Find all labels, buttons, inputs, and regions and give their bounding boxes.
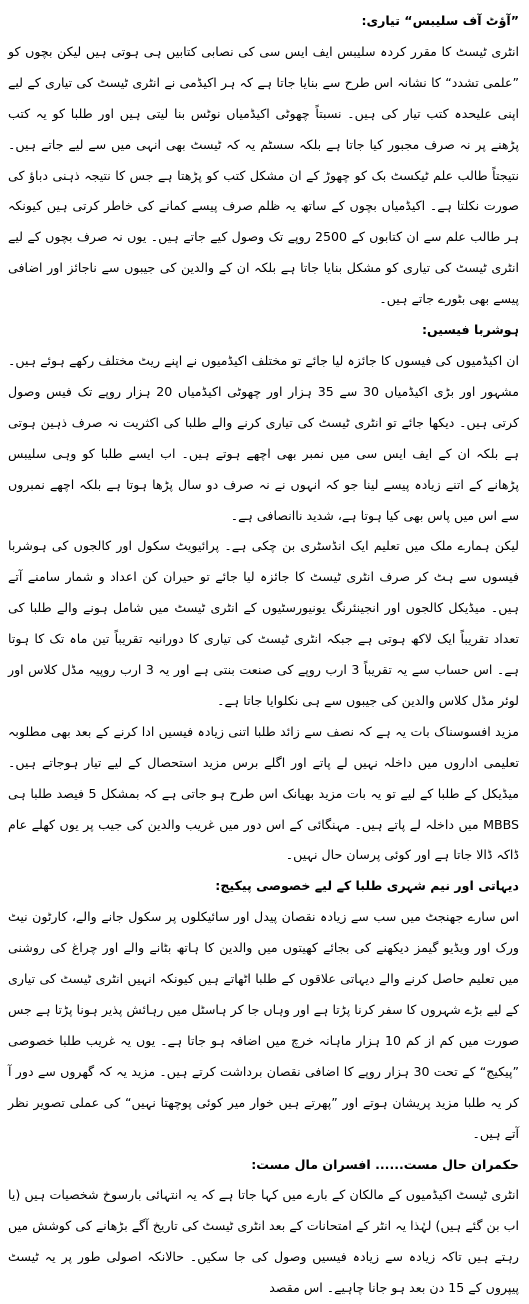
paragraph-admission-rate: مزید افسوسناک بات یہ ہے کہ نصف سے زائد طلبا اتنی زیادہ فیسیں ادا کرنے کے بعد بھی مطلوبہ تعلیمی اداروں میں داخلہ نہیں لے پاتے اور اگلے برس مزید استحصال کے لیے تیار ہوجاتے ہیں۔ میڈیکل کے طلبا کے لیے تو یہ بات مزید بھیانک اس طرح ہو جاتی ہے کہ بمشکل 5 فیصد طلبا ہی MBBS میں داخلہ لے پاتے ہیں۔ مہنگائی کے اس دور میں غریب والدین کی جیب پر یوں کھلے عام ڈاکہ ڈالا جاتا ہے اور کوئی پرسان حال نہیں۔ [8, 723, 520, 863]
paragraph-education-industry: لیکن ہمارے ملک میں تعلیم ایک انڈسٹری بن چکی ہے۔ پرائیویٹ سکول اور کالجوں کی ہوشربا فیسوں سے ہٹ کر صرف انٹری ٹیسٹ کا جائزہ لیا جائے تو حیران کن اعداد و شمار سامنے آتے ہیں۔ میڈیکل کالجوں اور انجینئرنگ یونیورسٹیوں کے انٹری ٹیسٹ میں شامل ہونے والے طلبا کی تعداد تقریباً ایک لاکھ ہوتی ہے جبکہ انٹری ٹیسٹ کی تیاری کا دورانیہ تقریباً تین ماہ تک کا ہوتا ہے۔ اس حساب سے یہ تقریباً 3 ارب روپے کی صنعت بنتی ہے اور یہ 3 ارب روپیہ مڈل کلاس اور لوئر مڈل کلاس والدین کی جیبوں سے ہی نکلوایا جاتا ہے۔ [8, 538, 519, 708]
paragraph-rural-students: اس سارے جھنجٹ میں سب سے زیادہ نقصان پیدل اور سائیکلوں پر سکول جانے والے، کارٹون نیٹ ورک اور ویڈیو گیمز دیکھنے کی بجائے کھیتوں میں والدین کا ہاتھ بٹانے والے اور چراغ کی روشنی میں تعلیم حاصل کرنے والے دیہاتی علاقوں کے طلبا اٹھاتے ہیں کیونکہ انہیں انٹری ٹیسٹ کی تیاری کے لیے بڑے شہروں کا سفر کرنا پڑتا ہے اور وہاں جا کر ہاسٹل میں رہائش پذیر ہونا پڑتا ہے جس صورت میں کم از کم 10 ہزار ماہانہ خرچ میں اضافہ ہو جاتا ہے۔ یوں یہ غریب طلبا خصوصی ”پیکیج“ کے تحت 30 ہزار روپے کا اضافی نقصان برداشت کرتے ہیں۔ مزید یہ کہ گھروں سے دور آ کر یہ طلبا مزید پریشان ہوتے اور ”پھرتے ہیں خوار میر کوئی پوچھتا نہیں“ کی عملی تصویر نظر آتے ہیں۔ [8, 909, 520, 1141]
section-heading-out-of-syllabus: ”آؤٹ آف سلیبس“ تیاری: [361, 13, 519, 28]
section-heading-fees: ہوشربا فیسیں: [421, 322, 519, 338]
section-heading-rulers: حکمران حال مست...... افسران مال مست: [251, 1156, 519, 1172]
section-heading-rural-students: دیہاتی اور نیم شہری طلبا کے لیے خصوصی پیکیج: [215, 878, 519, 894]
paragraph-fees-comparison: ان اکیڈمیوں کی فیسوں کا جائزہ لیا جائے تو مختلف اکیڈمیوں نے اپنے ریٹ مختلف رکھے ہوئے ہیں۔ مشہور اور بڑی اکیڈمیاں 30 سے 35 ہزار اور چھوٹی اکیڈمیاں 20 ہزار روپے تک فیس وصول کرتی ہیں۔ دیکھا جائے تو انٹری ٹیسٹ کی تیاری کرنے والے طلبا کی اکثریت نہ صرف ذہین ہوتی ہے بلکہ ان کے ایف ایس سی میں نمبر بھی اچھے ہوتے ہیں۔ اب ایسے طلبا کو وہی سلیبس پڑھانے کے اتنے زیادہ پیسے لینا جو کہ انہوں نے نہ صرف دو سال پڑھا ہوتا ہے بلکہ اچھے نمبروں سے اس میں پاس بھی کیا ہوتا ہے، شدید ناانصافی ہے۔ [8, 352, 519, 523]
paragraph-academy-owners: انٹری ٹیسٹ اکیڈمیوں کے مالکان کے بارے میں کہا جاتا ہے کہ یہ انتہائی بارسوخ شخصیات ہیں (یا اب بن گئے ہیں) لہٰذا یہ انٹر کے امتحانات کے بعد انٹری ٹیسٹ کی تاریخ آگے بڑھانے کی کوشش میں رہتے ہیں تاکہ زیادہ سے زیادہ فیسیں وصول کی جا سکیں۔ حالانکہ اصولی طور پر یہ ٹیسٹ پیپروں کے 15 دن بعد ہو جانا چاہیے۔ اس مقصد [8, 1187, 519, 1296]
paragraph-academy-books: انٹری ٹیسٹ کا مقرر کردہ سلیبس ایف ایس سی کی نصابی کتابیں ہی ہوتی ہیں لیکن بچوں کو ”علمی تشدد“ کا نشانہ اس طرح سے بنایا جاتا ہے کہ ہر اکیڈمی نے انٹری ٹیسٹ کی تیاری کے لیے اپنی علیحدہ کتب تیار کی ہیں۔ نسبتاً چھوٹی اکیڈمیاں نوٹس بنا لیتی ہیں اور طلبا کو یہ کتب پڑھنے پر نہ صرف مجبور کیا جاتا ہے بلکہ سسٹم یہ کہ ٹیسٹ بھی انہی میں سے لیے جاتے ہیں۔ نتیجتاً طالب علم ٹیکسٹ بک کو چھوڑ کے ان مشکل کتب کو پڑھتا ہے جس کا نتیجہ ذہنی دباؤ کی صورت نکلتا ہے۔ اکیڈمیاں بچوں کے ساتھ یہ ظلم صرف پیسے کمانے کی خاطر کرتی ہیں کیونکہ ہر طالب علم سے ان کتابوں کے 2500 روپے تک وصول کیے جاتے ہیں۔ یوں نہ صرف بچوں کے لیے انٹری ٹیسٹ کی تیاری کو مشکل بنایا جاتا ہے بلکہ ان کے والدین کی جیبوں سے ناجائز اور اضافی پیسے بھی بٹورے جاتے ہیں۔ [8, 43, 519, 307]
